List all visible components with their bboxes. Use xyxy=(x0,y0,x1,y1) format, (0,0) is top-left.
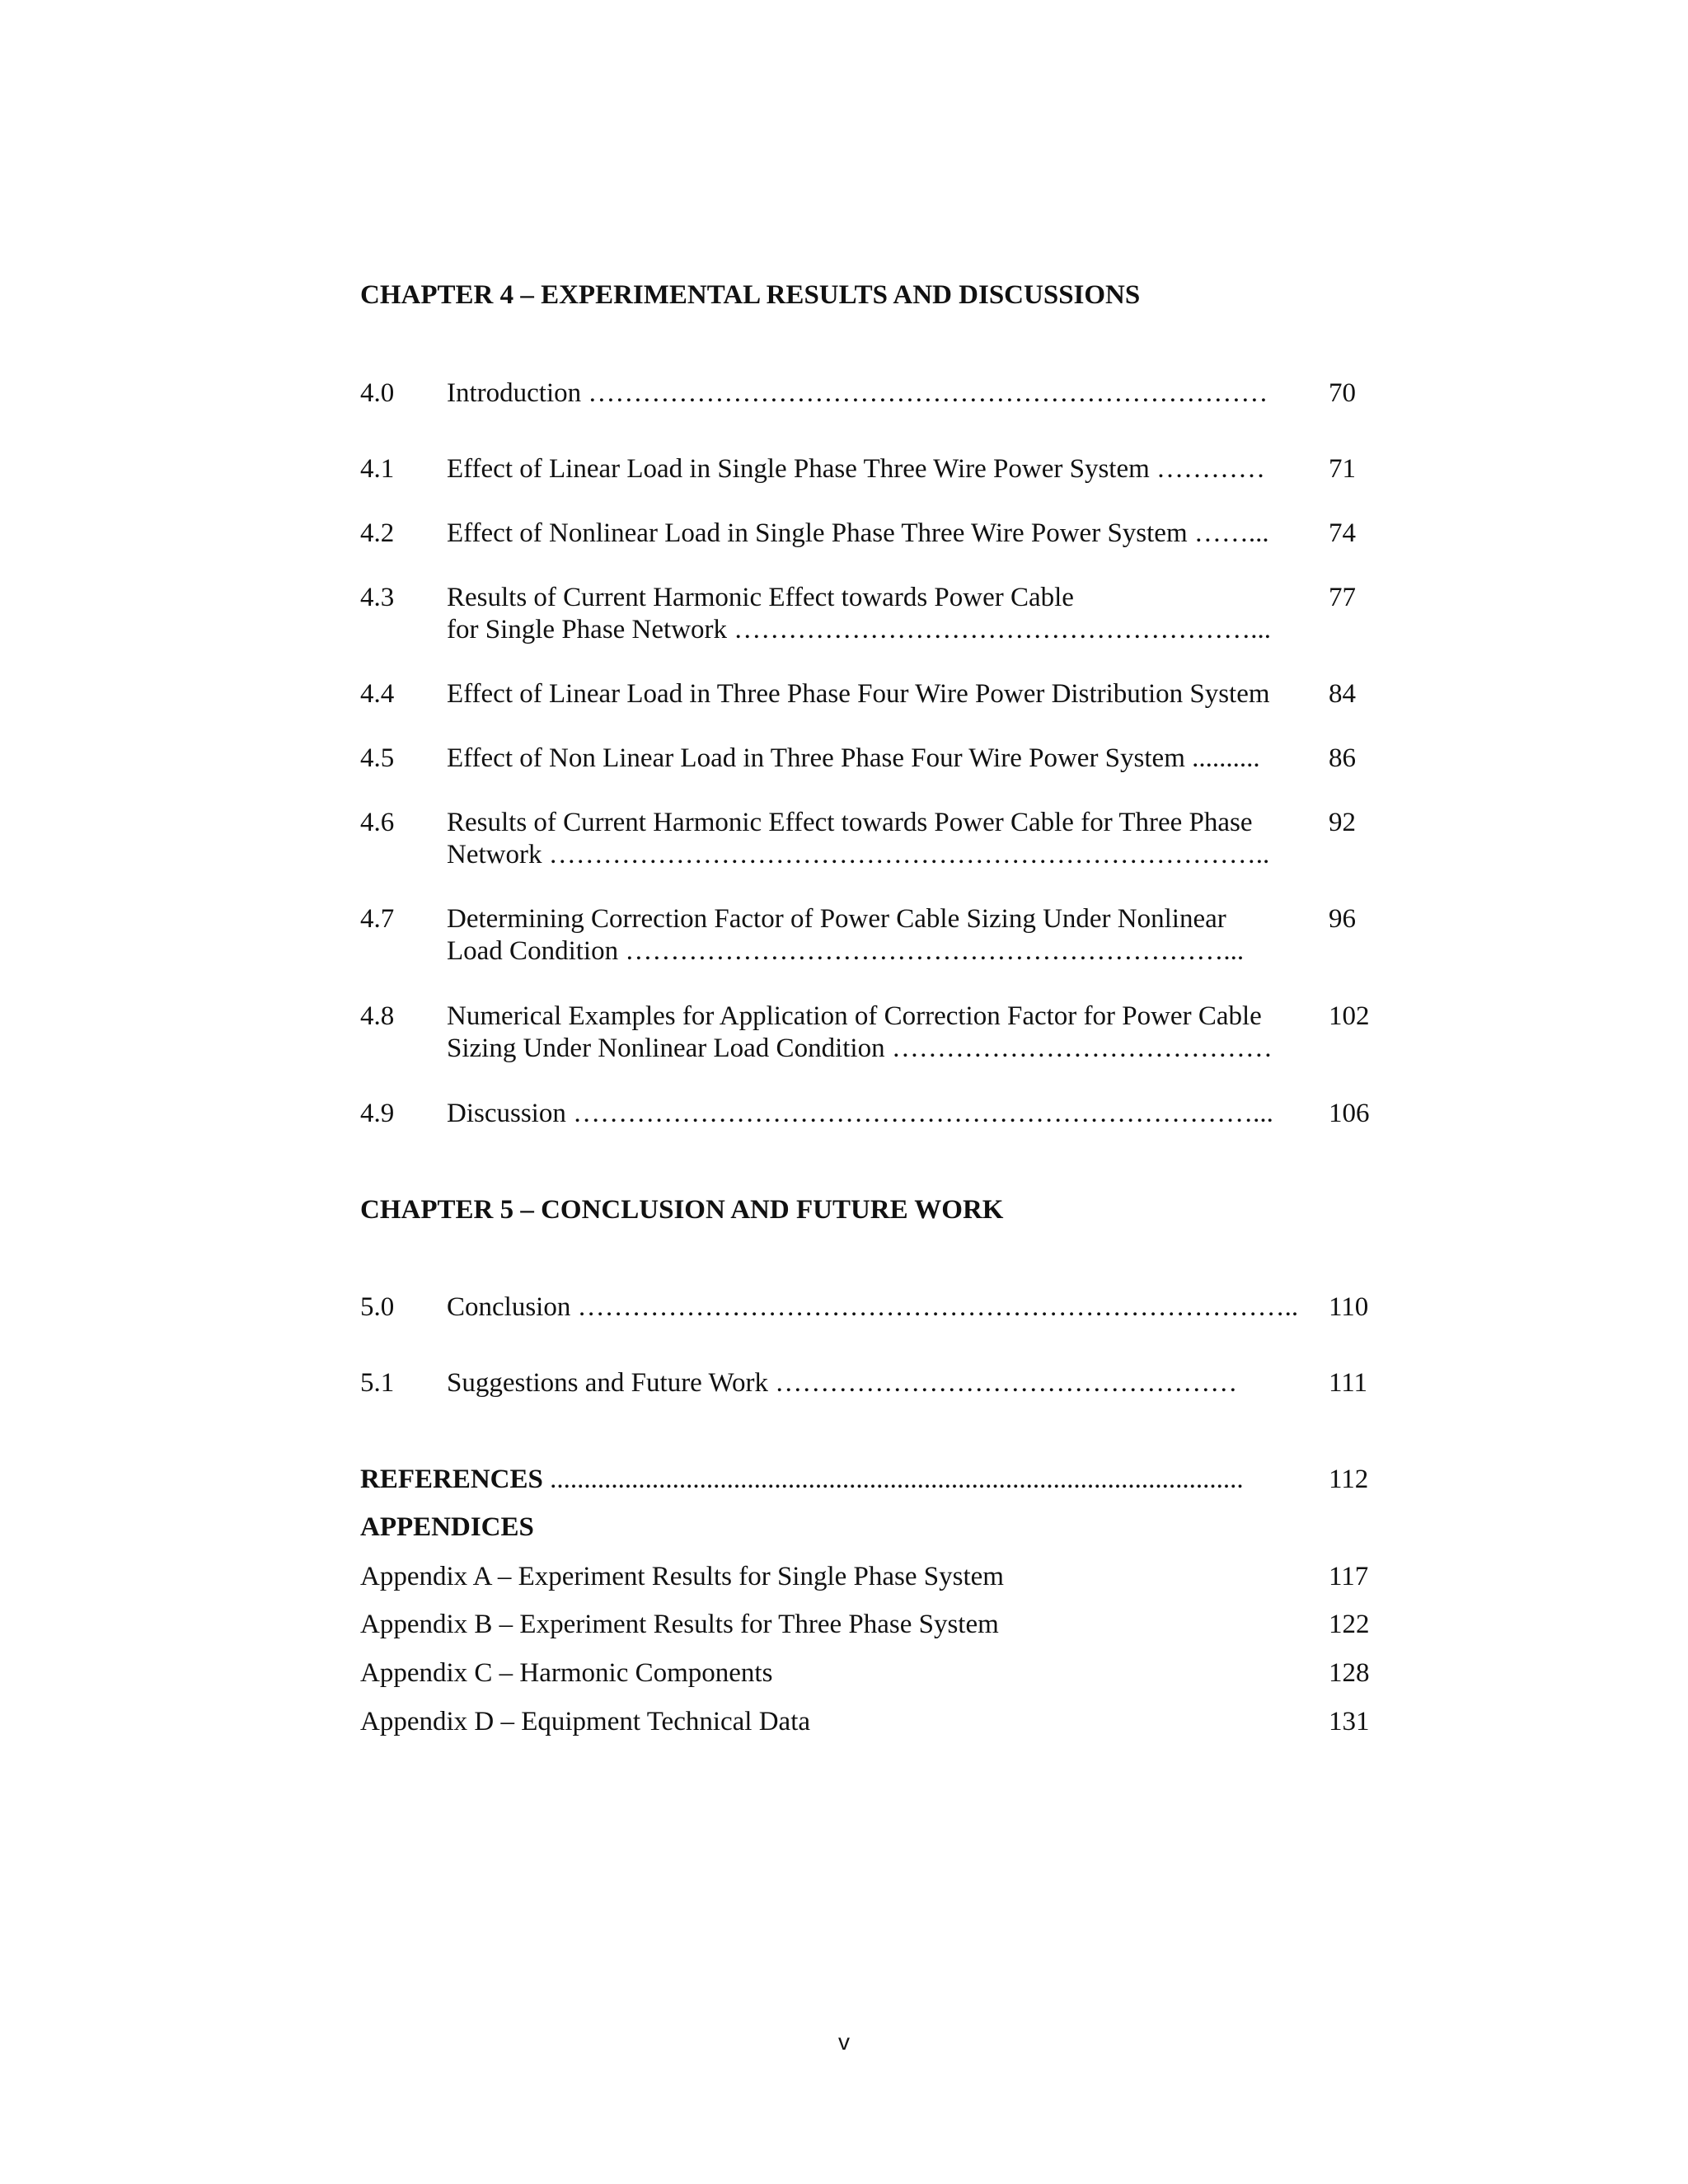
entry-page: 96 xyxy=(1329,904,1356,934)
entry-page: 74 xyxy=(1329,518,1356,548)
entry-title: Suggestions and Future Work …………………………………………… xyxy=(447,1368,1238,1398)
entry-number: 4.3 xyxy=(360,583,395,612)
appendices-heading: APPENDICES xyxy=(360,1512,534,1542)
entry-number: 4.7 xyxy=(360,904,395,934)
chapter5-heading: CHAPTER 5 – CONCLUSION AND FUTURE WORK xyxy=(360,1195,1004,1225)
entry-page: 106 xyxy=(1329,1099,1370,1128)
entry-page: 84 xyxy=(1329,679,1356,709)
entry-number: 4.9 xyxy=(360,1099,395,1128)
entry-number: 4.6 xyxy=(360,808,395,837)
entry-page: 71 xyxy=(1329,454,1356,484)
appendix-label: Appendix B – Experiment Results for Three Phase System xyxy=(360,1610,999,1639)
entry-title: Effect of Non Linear Load in Three Phase Four Wire Power System .......... xyxy=(447,743,1260,773)
entry-number: 4.1 xyxy=(360,454,395,484)
entry-page: 110 xyxy=(1329,1292,1369,1322)
page-number-footer: v xyxy=(838,2029,850,2055)
entry-number: 4.0 xyxy=(360,378,395,408)
entry-page: 92 xyxy=(1329,808,1356,837)
entry-title: Results of Current Harmonic Effect towards Power Cable for Three Phase Network …………………………………………………………………….. xyxy=(447,808,1270,869)
appendix-label: Appendix C – Harmonic Components xyxy=(360,1658,773,1688)
entry-title: Determining Correction Factor of Power Cable Sizing Under Nonlinear Load Condition …………………………………………………………... xyxy=(447,904,1245,966)
entry-number: 4.4 xyxy=(360,679,395,709)
entry-page: 70 xyxy=(1329,378,1356,408)
entry-title: Introduction ………………………………………………………………… xyxy=(447,378,1268,408)
entry-page: 77 xyxy=(1329,583,1356,612)
entry-title: Discussion …………………………………………………………………... xyxy=(447,1099,1273,1128)
appendix-page: 117 xyxy=(1329,1562,1369,1591)
entry-title: Effect of Linear Load in Three Phase Four Wire Power Distribution System xyxy=(447,679,1270,709)
references-dots: ...................................................................................................... xyxy=(542,1465,1244,1494)
references-page: 112 xyxy=(1329,1465,1369,1494)
entry-page: 111 xyxy=(1329,1368,1368,1398)
entry-title: Effect of Nonlinear Load in Single Phase Three Wire Power System ……... xyxy=(447,518,1269,548)
chapter4-heading: CHAPTER 4 – EXPERIMENTAL RESULTS AND DISCUSSIONS xyxy=(360,280,1141,310)
entry-page: 86 xyxy=(1329,743,1356,773)
entry-title: Effect of Linear Load in Single Phase Three Wire Power System ………… xyxy=(447,454,1266,484)
references-label: REFERENCES xyxy=(360,1465,543,1494)
entry-title: Results of Current Harmonic Effect towards Power Cable for Single Phase Network …………………………………………………... xyxy=(447,583,1272,644)
entry-number: 4.8 xyxy=(360,1001,395,1031)
entry-number: 5.1 xyxy=(360,1368,395,1398)
appendix-label: Appendix D – Equipment Technical Data xyxy=(360,1707,811,1736)
entry-number: 5.0 xyxy=(360,1292,395,1322)
appendix-page: 128 xyxy=(1329,1658,1370,1688)
entry-number: 4.5 xyxy=(360,743,395,773)
appendix-page: 122 xyxy=(1329,1610,1370,1639)
entry-number: 4.2 xyxy=(360,518,395,548)
entry-title: Conclusion …………………………………………………………………….. xyxy=(447,1292,1299,1322)
entry-page: 102 xyxy=(1329,1001,1370,1031)
appendix-page: 131 xyxy=(1329,1707,1370,1736)
appendix-label: Appendix A – Experiment Results for Single Phase System xyxy=(360,1562,1004,1591)
entry-title: Numerical Examples for Application of Correction Factor for Power Cable Sizing Under Nonlinear Load Condition …………………………………… xyxy=(447,1001,1273,1063)
